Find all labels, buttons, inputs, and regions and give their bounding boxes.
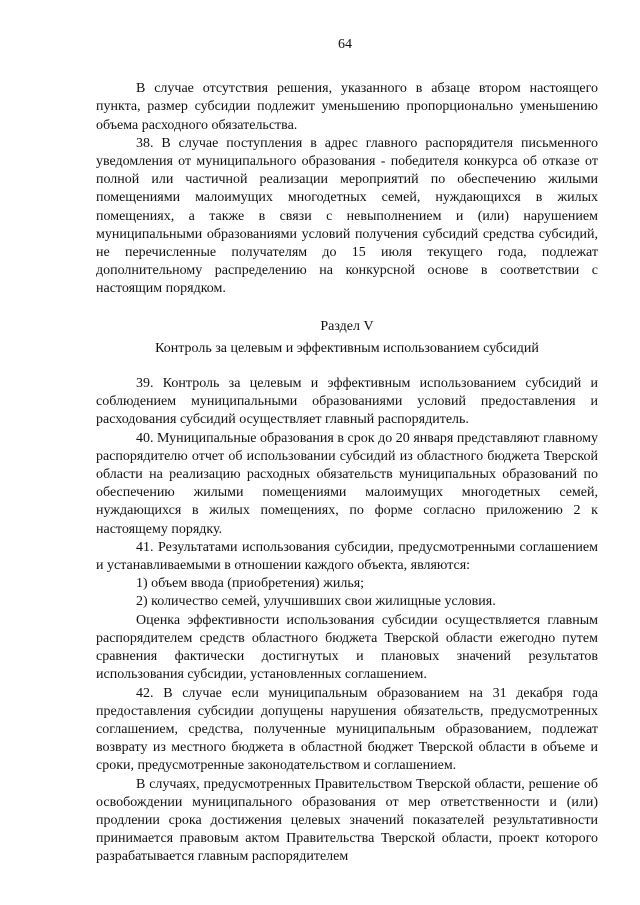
paragraph-subsidy-reduction: В случае отсутствия решения, указанного в абзаце втором настоящего пункта, размер субсидии подлежит уменьшению пропорционально уменьшению объема расходного обязательства. [96,81,598,133]
paragraph-exemption-cases: В случаях, предусмотренных Правительством Тверской области, решение об освобождении муниципального образования от мер ответственности и (или) продлении срока достижения целевых значений показателей результативности принимается правовым актом Правительства Тверской области, проект которого разрабатывается главным распорядителем [96,776,598,865]
paragraph-item-39: 39. Контроль за целевым и эффективным использованием субсидий и соблюдением муниципальными образованиями условий предоставления и расходования субсидий осуществляет главный распорядитель. [96,376,598,428]
paragraph-item-38: 38. В случае поступления в адрес главного распорядителя письменного уведомления от муниципального образования - победителя конкурса об отказе от полной или частичной реализации мероприятий по обеспечению жилыми помещениями малоимущих многодетных семей, нуждающихся в жилых помещениях, а также в связи с невыполнением и (или) нарушением муниципальными образованиями условий получения субсидий средства субсидий, не перечисленные получателям до 15 июля текущего года, подлежат дополнительному распределению на конкурсной основе в соответствии с настоящим порядком. [96,135,598,297]
section-heading: Раздел V [320,318,374,334]
paragraph-item-40: 40. Муниципальные образования в срок до 20 января представляют главному распорядителю отчет об использовании субсидий из областного бюджета Тверской области на реализацию расходных обязательств муниципальных образований по обеспечению жилыми помещениями малоимущих многодетных семей, нуждающихся в жилых помещениях, по форме согласно приложению 2 к настоящему порядку. [96,430,598,537]
paragraph-item-41: 41. Результатами использования субсидии, предусмотренными соглашением и устанавливаемыми в отношении каждого объекта, являются: [96,539,598,574]
paragraph-result-2: 2) количество семей, улучшивших свои жилищные условия. [136,594,496,610]
section-title: Контроль за целевым и эффективным использованием субсидий [155,340,539,356]
paragraph-efficiency-assessment: Оценка эффективности использования субсидии осуществляется главным распорядителем средств областного бюджета Тверской области ежегодно путем сравнения фактически достигнутых и плановых значений результатов использования субсидии, установленных соглашением. [96,612,598,683]
paragraph-item-42: 42. В случае если муниципальным образованием на 31 декабря года предоставления субсидии допущены нарушения обязательств, предусмотренных соглашением, средства, полученные муниципальным образованием, подлежат возврату из местного бюджета в областной бюджет Тверской области в объеме и сроки, предусмотренные законодательством и соглашением. [96,685,598,774]
paragraph-result-1: 1) объем ввода (приобретения) жилья; [136,576,365,592]
page-number: 64 [338,37,352,52]
